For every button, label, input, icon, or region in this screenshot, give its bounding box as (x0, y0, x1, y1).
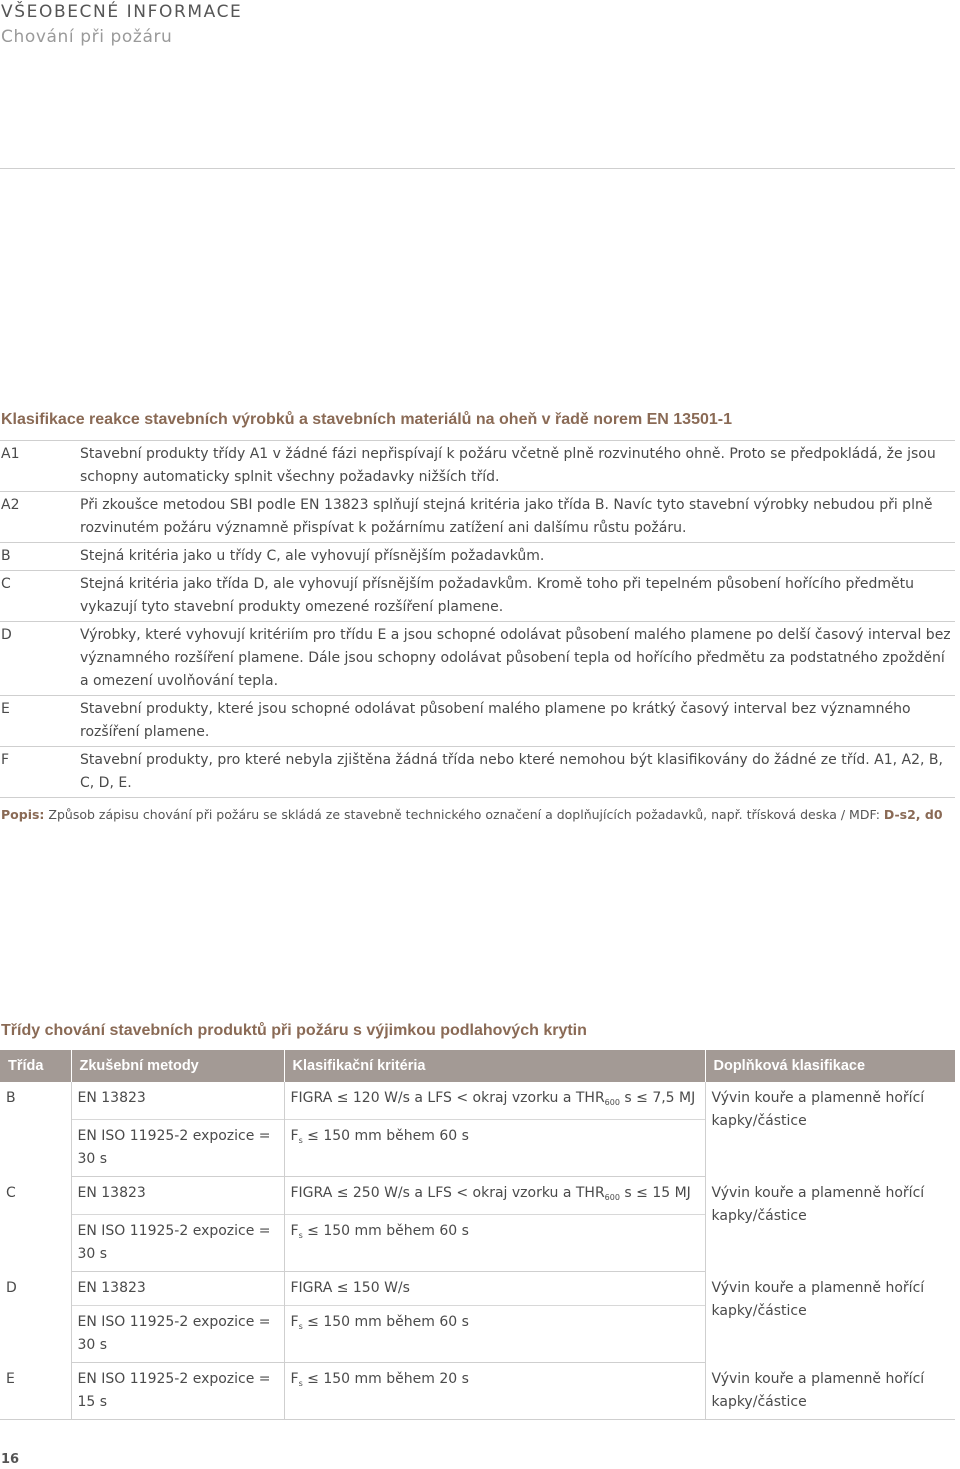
additional-cell: Vývin kouře a plamenně hořící kapky/částice (705, 1272, 955, 1363)
table-header-row (0, 1050, 955, 1082)
class-row-a1 (0, 440, 955, 491)
classification-list (0, 440, 955, 798)
class-key: F (1, 752, 10, 768)
additional-cell: Vývin kouře a plamenně hořící kapky/částice (705, 1177, 955, 1272)
criteria-cell: FIGRA ≤ 250 W/s a LFS < okraj vzorku a $THR_{600}$ s ≤ 15 MJ (284, 1177, 705, 1215)
header-additional: Doplňková klasifikace (705, 1050, 955, 1082)
fire-class-table (0, 1050, 955, 1420)
method-cell: EN ISO 11925-2 expozice = 30 s (71, 1120, 284, 1177)
class-row-d (0, 621, 955, 695)
section-subtitle: Chování při požáru (1, 27, 173, 47)
table-row (0, 1177, 955, 1215)
class-key: A2 (1, 497, 20, 513)
method-cell: EN 13823 (71, 1177, 284, 1215)
additional-cell: Vývin kouře a plamenně hořící kapky/částice (705, 1082, 955, 1177)
method-cell: EN 13823 (71, 1082, 284, 1120)
additional-cell: Vývin kouře a plamenně hořící kapky/částice (705, 1363, 955, 1420)
class-row-e (0, 695, 955, 746)
method-cell: EN ISO 11925-2 expozice = 30 s (71, 1215, 284, 1272)
class-key: C (1, 576, 11, 592)
class-row-b (0, 542, 955, 570)
section-title: VŠEOBECNÉ INFORMACE (1, 2, 243, 22)
class-description: Stejná kritéria jako třída D, ale vyhovují přísnějším požadavkům. Kromě toho při tepelném působení hořícího předmětu vykazují tyto stavební produkty omezené rozšíření plamene. (80, 576, 914, 615)
criteria-cell: $F_s \le 150$ mm během 60 s (284, 1306, 705, 1363)
criteria-cell: $F_s \le 150$ mm během 60 s (284, 1215, 705, 1272)
class-description: Stavební produkty třídy A1 v žádné fázi nepřispívají k požáru včetně plně rozvinutého ohně. Proto se předpokládá, že jsou schopny automaticky splnit všechny požadavky nižších tříd. (80, 446, 936, 485)
method-cell: EN 13823 (71, 1272, 284, 1306)
note-label: Popis: (1, 807, 45, 822)
class-cell: C (6, 1184, 16, 1201)
class-cell: D (6, 1279, 17, 1296)
header-class: Třída (0, 1050, 71, 1082)
class-cell: E (0, 1363, 71, 1420)
class-key: A1 (1, 446, 20, 462)
method-cell: EN ISO 11925-2 expozice = 15 s (71, 1363, 284, 1420)
header-divider (0, 168, 955, 169)
class-description: Stejná kritéria jako u třídy C, ale vyhovují přísnějším požadavkům. (80, 548, 545, 564)
method-cell: EN ISO 11925-2 expozice = 30 s (71, 1306, 284, 1363)
class-description: Při zkoušce metodou SBI podle EN 13823 splňují stejná kritéria jako třída B. Navíc tyto stavební výrobky nebudou při plně rozvinutém požáru významně přispívat k požárnímu zatížení ani dalšímu růstu požáru. (80, 497, 933, 536)
class-row-a2 (0, 491, 955, 542)
table-row (0, 1363, 955, 1420)
classification-title: Klasifikace reakce stavebních výrobků a stavebních materiálů na oheň v řadě norem EN 13501-1 (1, 411, 732, 428)
table-row (0, 1082, 955, 1120)
table-row (0, 1272, 955, 1306)
class-row-f (0, 746, 955, 798)
class-key: E (1, 701, 10, 717)
header-methods: Zkušební metody (71, 1050, 284, 1082)
class-key: D (1, 627, 12, 643)
criteria-cell: $F_s \le 150$ mm během 60 s (284, 1120, 705, 1177)
header-criteria: Klasifikační kritéria (284, 1050, 705, 1082)
floor-table-title: Třídy chování stavebních produktů při požáru s výjimkou podlahových krytin (1, 1022, 587, 1039)
criteria-cell: FIGRA ≤ 150 W/s (284, 1272, 705, 1306)
class-description: Výrobky, které vyhovují kritériím pro třídu E a jsou schopné odolávat působení malého plamene po delší časový interval bez významného rozšíření plamene. Dále jsou schopny odolávat působení tepla od hořícího předmětu za podstatného zpoždění a omezení uvolňování tepla. (80, 627, 951, 689)
class-row-c (0, 570, 955, 621)
note-text: Způsob zápisu chování při požáru se skládá ze stavebně technického označení a doplňujících požadavků, např. třísková deska / MDF: (44, 807, 884, 822)
notation-note (1, 807, 943, 822)
class-description: Stavební produkty, pro které nebyla zjištěna žádná třída nebo které nemohou být klasifikovány do žádné ze tříd. A1, A2, B, C, D, E. (80, 752, 943, 791)
criteria-cell: FIGRA ≤ 120 W/s a LFS < okraj vzorku a $THR_{600}$ s ≤ 7,5 MJ (284, 1082, 705, 1120)
class-key: B (1, 548, 11, 564)
class-description: Stavební produkty, které jsou schopné odolávat působení malého plamene po krátký časový interval bez významného rozšíření plamene. (80, 701, 911, 740)
class-cell: B (6, 1090, 16, 1106)
note-example: D-s2, d0 (883, 807, 943, 822)
page-number: 16 (1, 1452, 20, 1467)
criteria-cell: $F_s \le 150$ mm během 20 s (284, 1363, 705, 1420)
